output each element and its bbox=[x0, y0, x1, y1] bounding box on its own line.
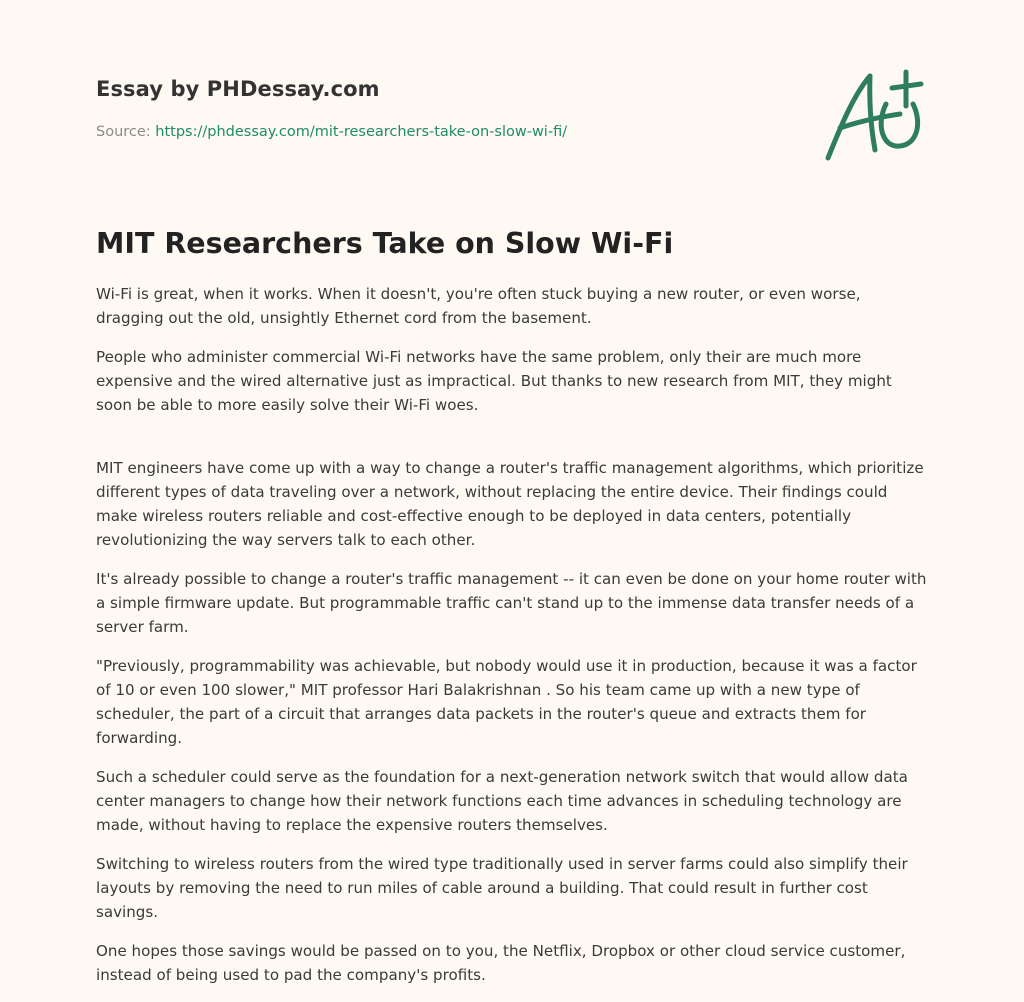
source-link[interactable]: https://phdessay.com/mit-researchers-take-on-slow-wi-fi/ bbox=[155, 124, 568, 140]
article-paragraph-8: One hopes those savings would be passed on to you, the Netflix, Dropbox or other cloud service customer, instead of being used to pad the company's profits. bbox=[96, 942, 906, 984]
article-paragraph-7: Switching to wireless routers from the wired type traditionally used in server farms could also simplify their layouts by removing the need to run miles of cable around a building. That could result in further cost savings. bbox=[96, 855, 908, 921]
article bbox=[96, 224, 930, 1002]
article-paragraph-2: People who administer commercial Wi-Fi networks have the same problem, only their are much more expensive and the wired alternative just as impractical. But thanks to new research from MIT, they might soon be able to more easily solve their Wi-Fi woes. bbox=[96, 348, 892, 414]
page-header bbox=[96, 0, 928, 200]
article-paragraph-6: Such a scheduler could serve as the foundation for a next-generation network switch that would allow data center managers to change how their network functions each time advances in scheduling technology are made, without having to replace the expensive routers themselves. bbox=[96, 768, 908, 834]
article-paragraph-4: It's already possible to change a router's traffic management -- it can even be done on your home router with a simple firmware update. But programmable traffic can't stand up to the immense data transfer needs of a server farm. bbox=[96, 570, 927, 636]
article-paragraph-5: "Previously, programmability was achievable, but nobody would use it in production, because it was a factor of 10 or even 100 slower," MIT professor Hari Balakrishnan . So his team came up with a new type of scheduler, the part of a circuit that arranges data packets in the router's queue and extracts them for forwarding. bbox=[96, 657, 917, 747]
article-title: MIT Researchers Take on Slow Wi-Fi bbox=[96, 227, 674, 260]
article-paragraph-1: Wi-Fi is great, when it works. When it doesn't, you're often stuck buying a new router, or even worse, dragging out the old, unsightly Ethernet cord from the basement. bbox=[96, 285, 861, 327]
article-paragraph-3: MIT engineers have come up with a way to change a router's traffic management algorithms, which prioritize different types of data traveling over a network, without replacing the entire device. Their findings could make wireless routers reliable and cost-effective enough to be deployed in data centers, potentially revolutionizing the way servers talk to each other. bbox=[96, 459, 924, 549]
source-line bbox=[96, 124, 567, 140]
source-label: Source: bbox=[96, 124, 156, 140]
a-plus-grade-icon bbox=[820, 64, 930, 164]
site-title: Essay by PHDessay.com bbox=[96, 77, 380, 101]
